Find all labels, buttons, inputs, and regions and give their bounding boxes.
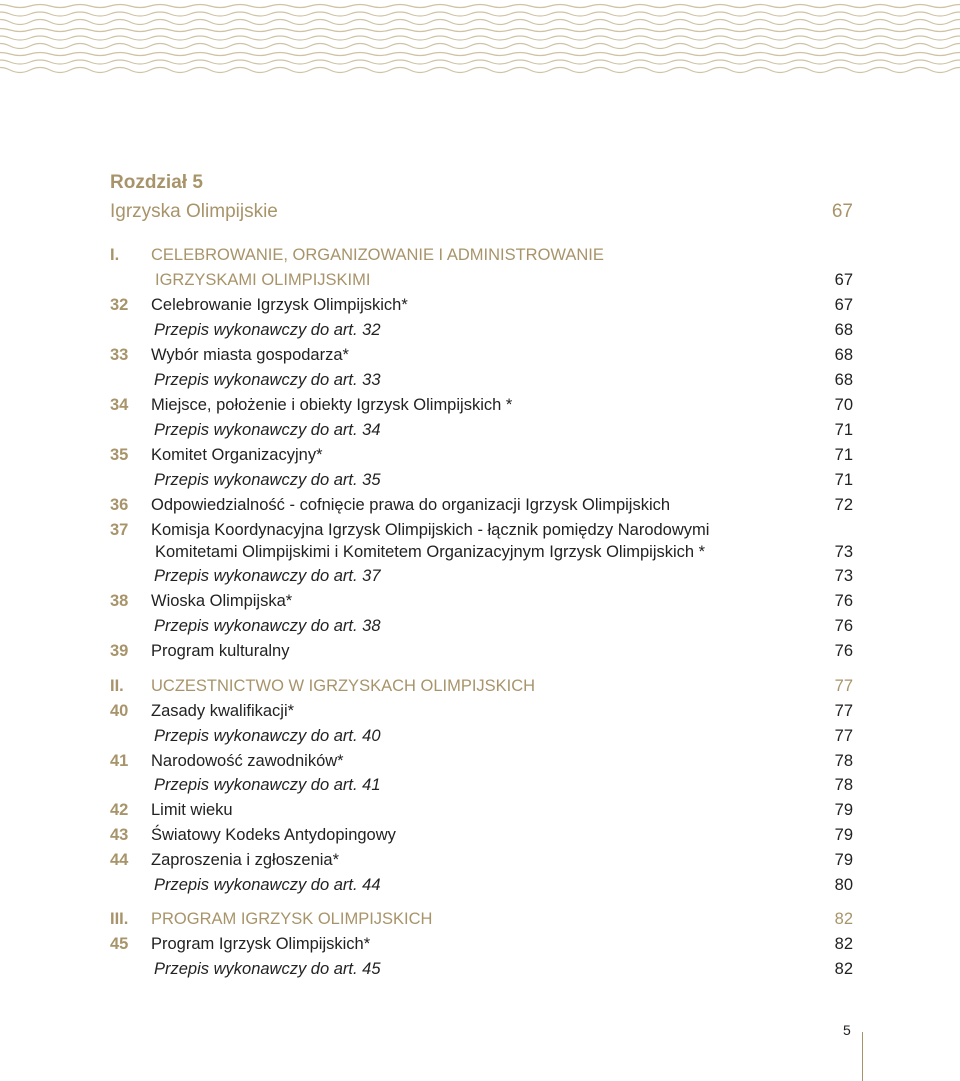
- toc-text: Komisja Koordynacyjna Igrzysk Olimpijskich - łącznik pomiędzy Narodowymi: [151, 521, 710, 539]
- toc-row: [110, 616, 853, 638]
- toc-number: 36: [110, 496, 129, 514]
- toc-text: PROGRAM IGRZYSK OLIMPIJSKICH: [151, 910, 433, 928]
- toc-row: [110, 470, 853, 492]
- toc-row: [110, 934, 853, 956]
- toc-number: 37: [110, 521, 129, 539]
- pattern-line: [0, 68, 960, 73]
- toc-row: [110, 909, 853, 931]
- page-number-rule: [862, 1032, 863, 1081]
- toc-number: 45: [110, 935, 129, 953]
- toc-row: [110, 295, 853, 317]
- toc-text: Zaproszenia i zgłoszenia*: [151, 851, 340, 869]
- toc-row: [110, 800, 853, 822]
- chapter-title: Igrzyska Olimpijskie: [110, 201, 278, 222]
- toc-text: Odpowiedzialność - cofnięcie prawa do organizacji Igrzysk Olimpijskich: [151, 496, 671, 514]
- toc-row: [110, 726, 853, 748]
- toc-page: 68: [834, 346, 853, 364]
- toc-page: 78: [834, 776, 853, 794]
- toc-page: 77: [834, 677, 853, 695]
- toc-text: Przepis wykonawczy do art. 32: [154, 321, 381, 339]
- toc-row: [110, 825, 853, 847]
- toc-number: 40: [110, 702, 129, 720]
- toc-page: 71: [834, 471, 853, 489]
- toc-text: CELEBROWANIE, ORGANIZOWANIE I ADMINISTROWANIE: [151, 246, 604, 264]
- toc-text: Przepis wykonawczy do art. 37: [154, 567, 381, 585]
- toc-number: 33: [110, 346, 129, 364]
- toc-number: 44: [110, 851, 129, 869]
- pattern-line: [0, 12, 960, 16]
- toc-text: Komitet Organizacyjny*: [151, 446, 323, 464]
- toc-row: [110, 850, 853, 872]
- toc-row: [110, 542, 853, 564]
- toc-text: Przepis wykonawczy do art. 45: [154, 960, 381, 978]
- toc-page: 73: [834, 543, 853, 561]
- toc-page: 82: [834, 910, 853, 928]
- toc-page: 70: [834, 396, 853, 414]
- toc-row: [110, 641, 853, 663]
- toc-page: 77: [834, 702, 853, 720]
- toc-page: 72: [834, 496, 853, 514]
- pattern-line: [0, 5, 960, 8]
- toc-text: Przepis wykonawczy do art. 38: [154, 617, 381, 635]
- pattern-line: [0, 29, 960, 32]
- toc-number: I.: [110, 246, 120, 264]
- toc-row: [110, 395, 853, 417]
- pattern-line: [0, 20, 960, 25]
- toc-page: 77: [834, 727, 853, 745]
- toc-number: II.: [110, 677, 124, 695]
- toc-text: Przepis wykonawczy do art. 35: [154, 471, 381, 489]
- pattern-line: [0, 44, 960, 49]
- toc-page: 79: [834, 826, 853, 844]
- toc-page: 71: [834, 421, 853, 439]
- toc-row: [110, 370, 853, 392]
- toc-text: Program kulturalny: [151, 642, 290, 660]
- toc-page: 71: [834, 446, 853, 464]
- toc-number: 41: [110, 752, 129, 770]
- toc-row: [110, 245, 853, 267]
- toc-text: Narodowość zawodników*: [151, 752, 344, 770]
- toc-text: Przepis wykonawczy do art. 40: [154, 727, 381, 745]
- toc-text: Przepis wykonawczy do art. 34: [154, 421, 381, 439]
- toc-row: [110, 345, 853, 367]
- toc-text: UCZESTNICTWO W IGRZYSKACH OLIMPIJSKICH: [151, 677, 536, 695]
- toc-number: 35: [110, 446, 129, 464]
- toc-row: [110, 775, 853, 797]
- pattern-line: [0, 53, 960, 56]
- toc-row: [110, 566, 853, 588]
- toc-page: 76: [834, 592, 853, 610]
- toc-text: Przepis wykonawczy do art. 44: [154, 876, 381, 894]
- toc-page: 78: [834, 752, 853, 770]
- toc-text: Wioska Olimpijska*: [151, 592, 293, 610]
- toc-text: Miejsce, położenie i obiekty Igrzysk Olimpijskich *: [151, 396, 513, 414]
- toc-text: Celebrowanie Igrzysk Olimpijskich*: [151, 296, 408, 314]
- toc-text: Program Igrzysk Olimpijskich*: [151, 935, 371, 953]
- toc-page: 82: [834, 960, 853, 978]
- page-number: 5: [843, 1022, 851, 1038]
- toc-row: [110, 320, 853, 342]
- toc-row: [110, 445, 853, 467]
- toc-text: Przepis wykonawczy do art. 41: [154, 776, 381, 794]
- chapter-label: Rozdział 5: [110, 172, 203, 193]
- toc-row: [110, 676, 853, 698]
- toc-row: [110, 959, 853, 981]
- toc-row: [110, 875, 853, 897]
- toc-row: [110, 495, 853, 517]
- decorative-line-pattern: [0, 0, 960, 90]
- toc-text: Światowy Kodeks Antydopingowy: [151, 826, 396, 844]
- toc-text: Komitetami Olimpijskimi i Komitetem Organizacyjnym Igrzysk Olimpijskich *: [155, 543, 706, 561]
- toc-row: [110, 420, 853, 442]
- toc-page: 67: [834, 271, 853, 289]
- toc-row: [110, 270, 853, 292]
- toc-number: 43: [110, 826, 129, 844]
- toc-number: 34: [110, 396, 129, 414]
- toc-row: [110, 701, 853, 723]
- toc-page: 76: [834, 617, 853, 635]
- toc-page: 67: [834, 296, 853, 314]
- toc-row: [110, 520, 853, 542]
- toc-text: Wybór miasta gospodarza*: [151, 346, 349, 364]
- toc-text: IGRZYSKAMI OLIMPIJSKIMI: [155, 271, 371, 289]
- chapter-page: 67: [831, 201, 853, 222]
- pattern-line: [0, 60, 960, 64]
- toc-number: 38: [110, 592, 129, 610]
- toc-text: Zasady kwalifikacji*: [151, 702, 295, 720]
- toc-page: 73: [834, 567, 853, 585]
- toc-text: Limit wieku: [151, 801, 233, 819]
- toc-page: 76: [834, 642, 853, 660]
- toc-page: 82: [834, 935, 853, 953]
- toc-page: 80: [834, 876, 853, 894]
- toc-text: Przepis wykonawczy do art. 33: [154, 371, 381, 389]
- toc-number: 32: [110, 296, 129, 314]
- toc-page: 79: [834, 851, 853, 869]
- toc-row: [110, 591, 853, 613]
- toc-page: 68: [834, 321, 853, 339]
- toc-row: [110, 751, 853, 773]
- toc-number: 39: [110, 642, 129, 660]
- toc-page: 79: [834, 801, 853, 819]
- pattern-line: [0, 36, 960, 40]
- chapter-title-row: [110, 201, 853, 225]
- toc-page: 68: [834, 371, 853, 389]
- toc-number: 42: [110, 801, 129, 819]
- toc-number: III.: [110, 910, 129, 928]
